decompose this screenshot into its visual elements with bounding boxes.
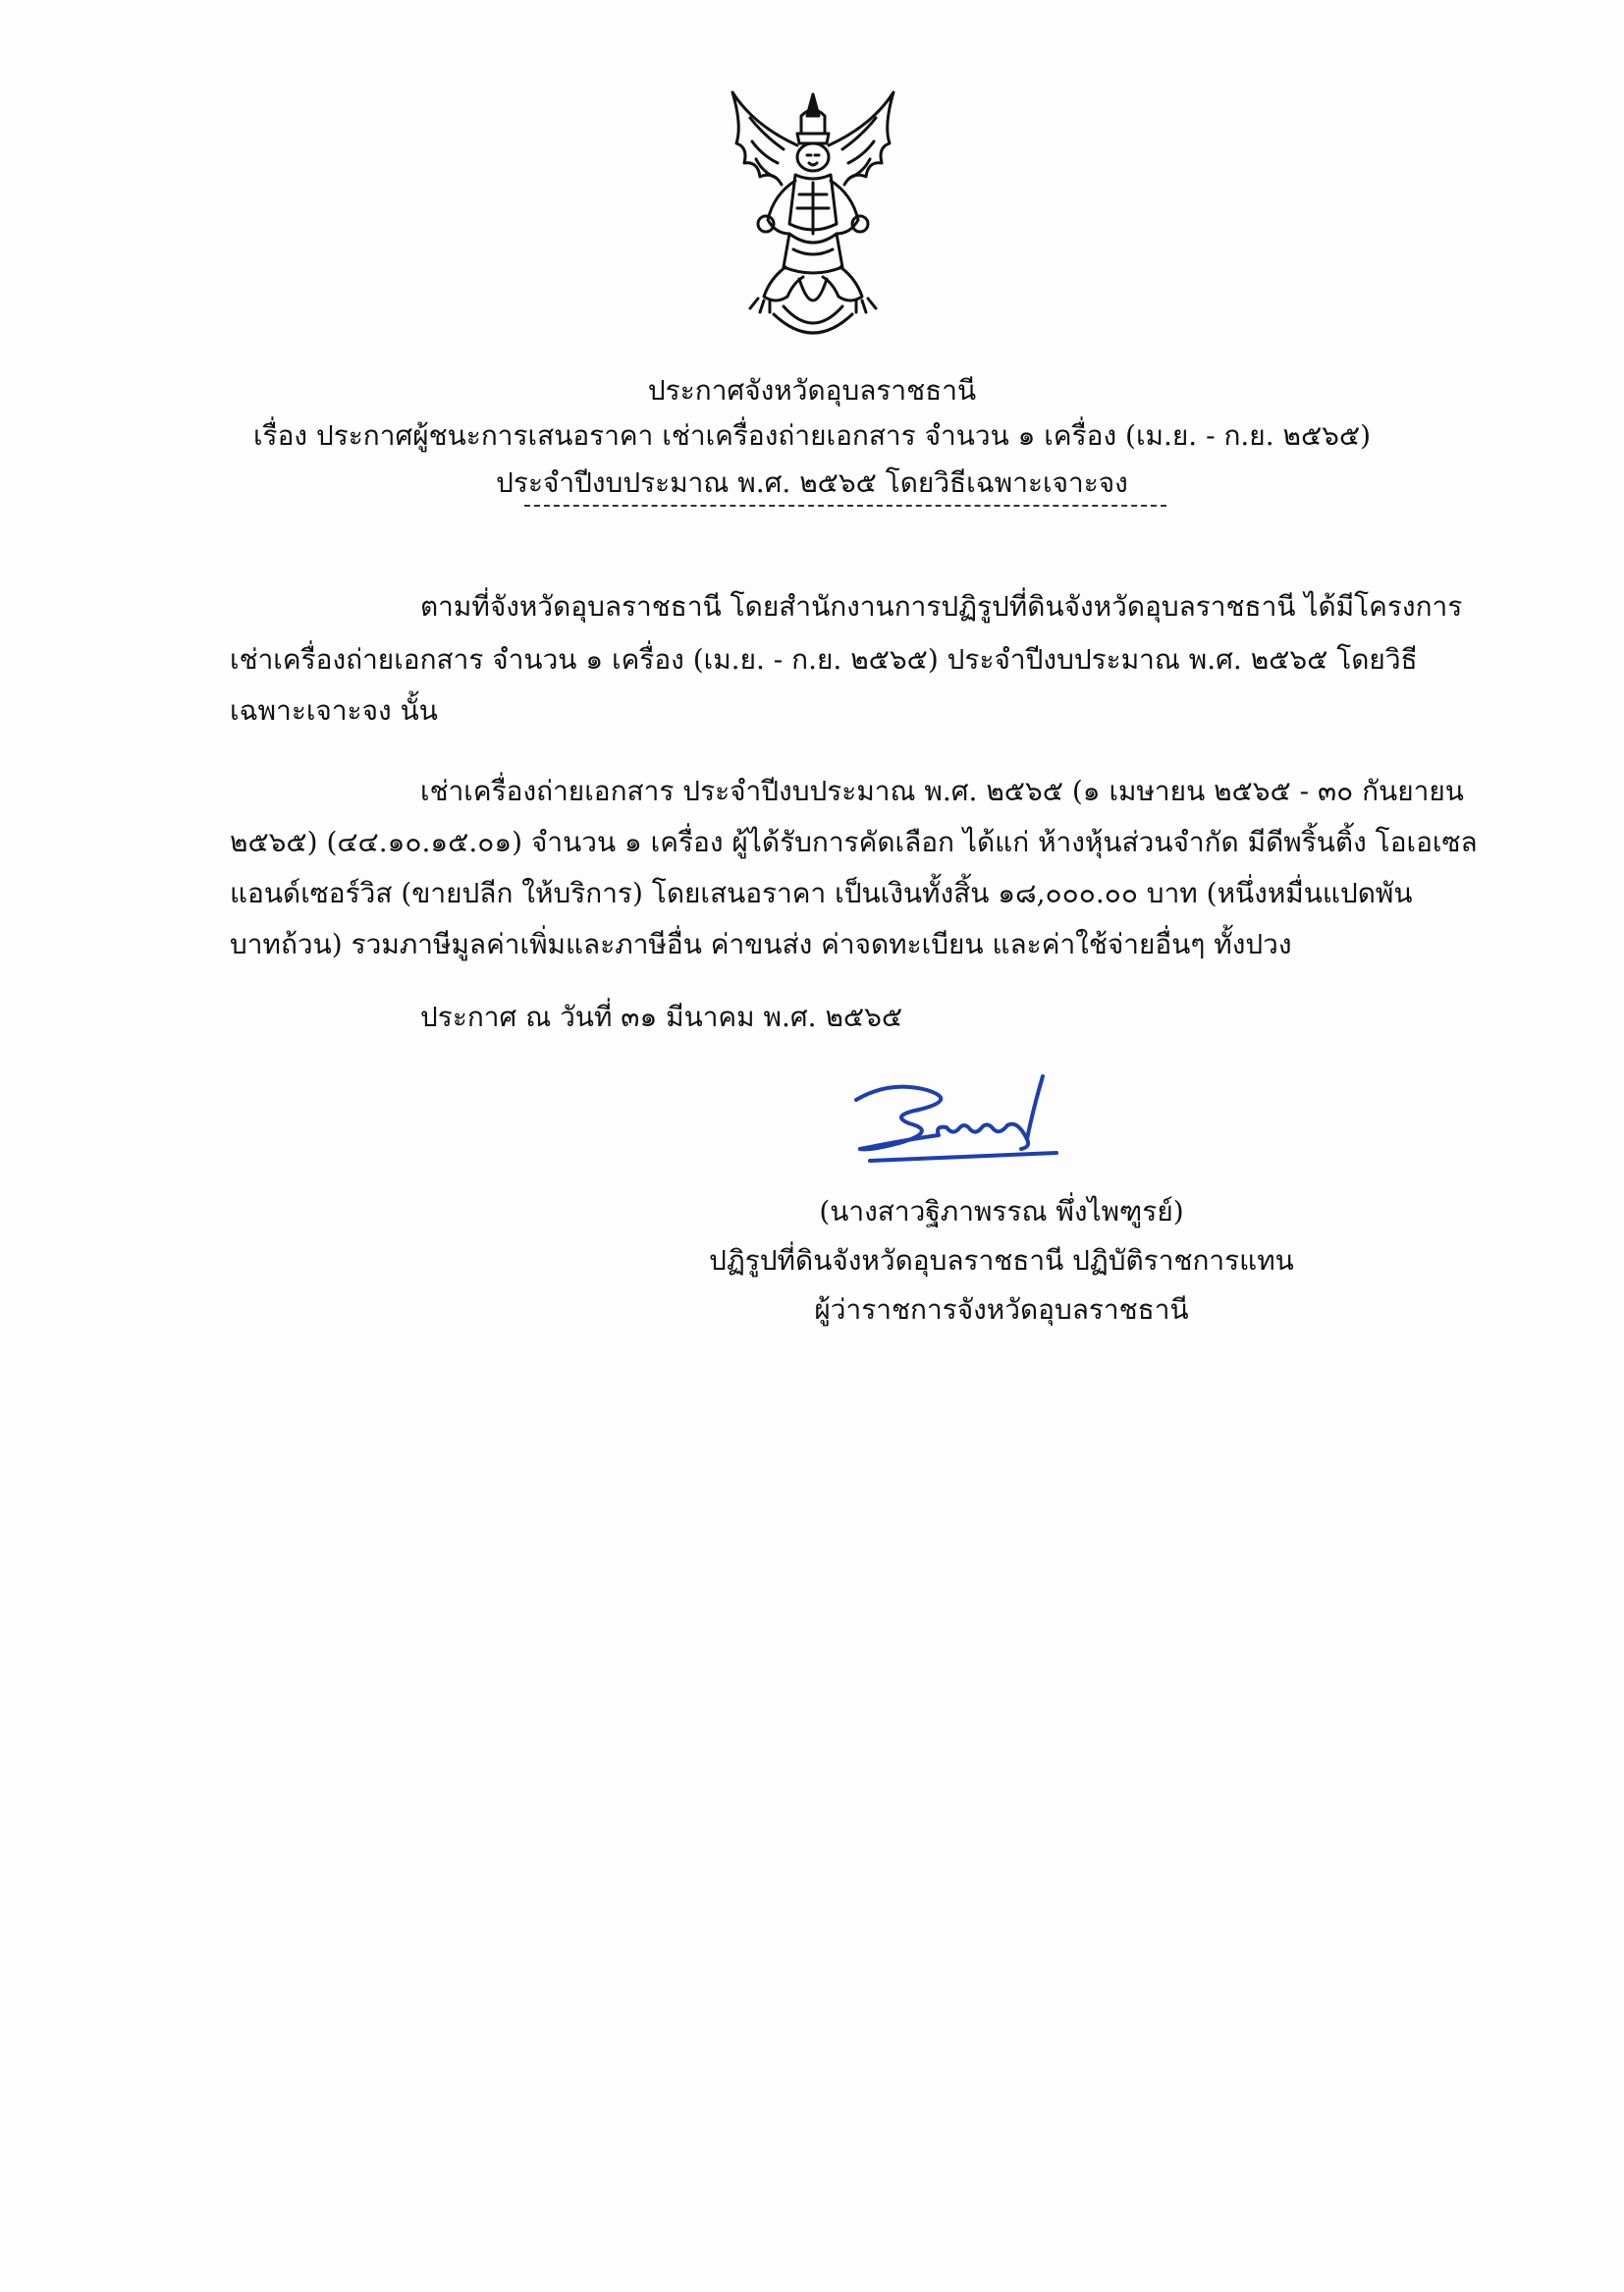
signatory-position: ปฏิรูปที่ดินจังหวัดอุบลราชธานี ปฏิบัติราชการแทน [709,1244,1294,1277]
announcement-subject: เรื่อง ประกาศผู้ชนะการเสนอราคา เช่าเครื่องถ่ายเอกสาร จำนวน ๑ เครื่อง (เม.ย. - ก.ย. ๒๕๖๕) [252,419,1372,452]
paragraph2-line: บาทถ้วน) รวมภาษีมูลค่าเพิ่มและภาษีอื่น ค่าขนส่ง ค่าจดทะเบียน และค่าใช้จ่ายอื่นๆ ทั้งปวง [230,928,1292,960]
announcement-date: ประกาศ ณ วันที่ ๓๑ มีนาคม พ.ศ. ๒๕๖๕ [420,1001,903,1033]
handwritten-signature-icon [850,1070,1076,1178]
signatory-name: (นางสาวฐิภาพรรณ พึ่งไพฑูรย์) [819,1195,1184,1228]
header-divider [524,505,1166,507]
paragraph1-line: เช่าเครื่องถ่ายเอกสาร จำนวน ๑ เครื่อง (เม.ย. - ก.ย. ๒๕๖๕) ประจำปีงบประมาณ พ.ศ. ๒๕๖๕ โดยวิธี [230,643,1418,676]
announcement-title: ประกาศจังหวัดอุบลราชธานี [647,374,977,407]
paragraph2-line: แอนด์เซอร์วิส (ขายปลีก ให้บริการ) โดยเสนอราคา เป็นเงินทั้งสิ้น ๑๘,๐๐๐.๐๐ บาท (หนึ่งหมื่นแปดพัน [230,877,1413,909]
garuda-emblem-icon [715,86,911,344]
signatory-position: ผู้ว่าราชการจังหวัดอุบลราชธานี [814,1293,1189,1326]
paragraph2-line: เช่าเครื่องถ่ายเอกสาร ประจำปีงบประมาณ พ.ศ. ๒๕๖๕ (๑ เมษายน ๒๕๖๕ - ๓๐ กันยายน [420,775,1464,807]
paragraph2-line: ๒๕๖๕) (๔๔.๑๐.๑๕.๐๑) จำนวน ๑ เครื่อง ผู้ได้รับการคัดเลือก ได้แก่ ห้างหุ้นส่วนจำกัด มีดีพริ้นติ้ง โอเอเซล [230,826,1478,858]
paragraph1-line: เฉพาะเจาะจง นั้น [230,694,438,727]
announcement-subject-line2: ประจำปีงบประมาณ พ.ศ. ๒๕๖๕ โดยวิธีเฉพาะเจาะจง [496,466,1128,499]
paragraph1-line: ตามที่จังหวัดอุบลราชธานี โดยสำนักงานการปฏิรูปที่ดินจังหวัดอุบลราชธานี ได้มีโครงการ [420,590,1463,623]
